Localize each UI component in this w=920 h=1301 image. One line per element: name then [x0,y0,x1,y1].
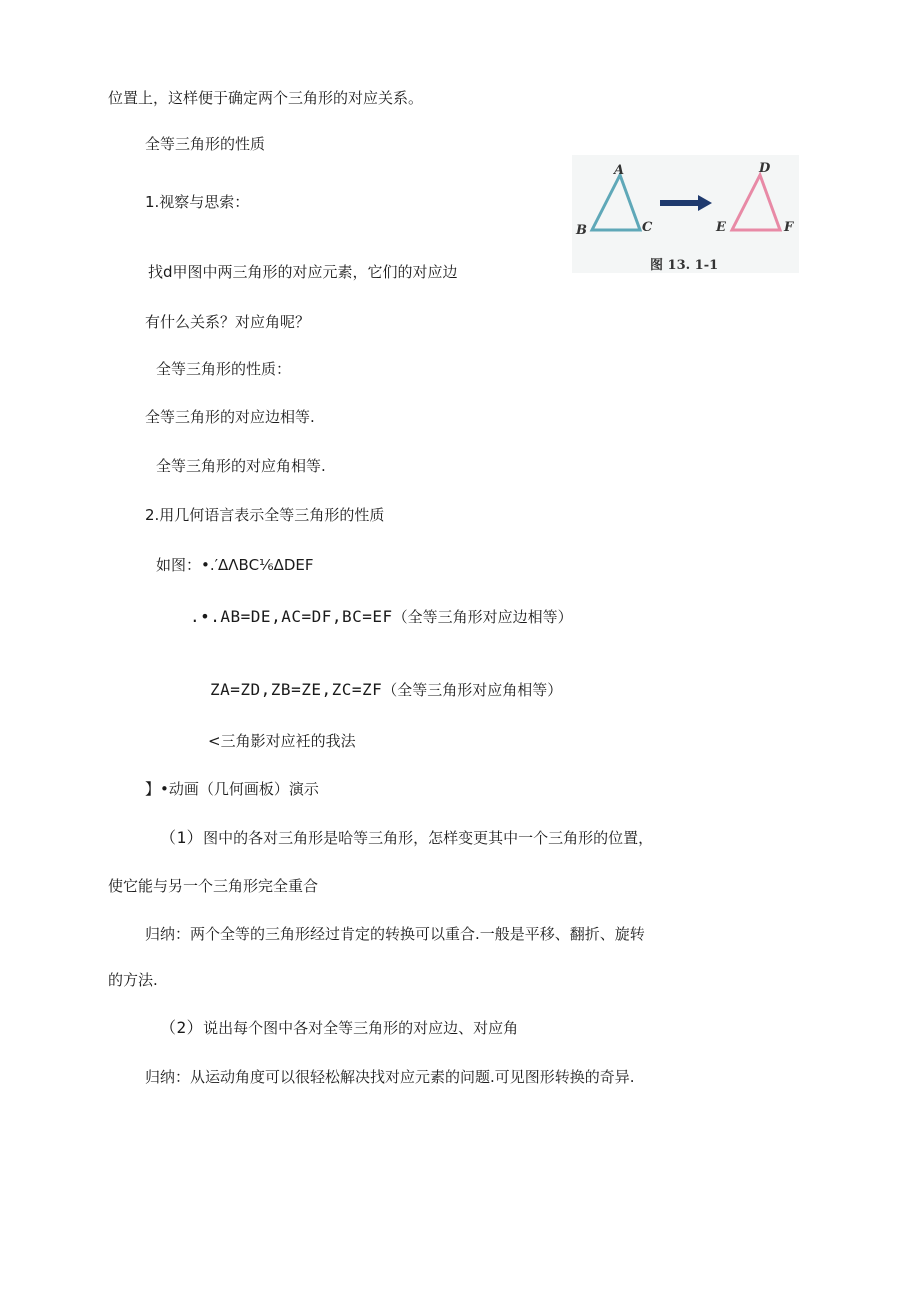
text-line-14: 】•动画（几何画板）演示 [145,780,319,798]
triangle-abc [592,175,640,230]
item-2-heading: 2.用几何语言表示全等三角形的性质 [145,506,385,524]
text-line-18: 的方法. [108,971,158,989]
text-line-19-body: 说出每个图中各对全等三角形的对应边、对应角 [203,1019,519,1037]
text-line-15 [160,828,653,848]
item-number-1: （1） [160,828,204,847]
text-line-8: 全等三角形的对应角相等. [156,457,326,475]
label-f: F [784,220,794,235]
angle-equalities-formula: ZA=ZD,ZB=ZE,ZC=ZF [210,680,383,699]
text-line-4: 找d甲图中两三角形的对应元素，它们的对应边 [148,263,458,281]
text-line-1: 位置上，这样便于确定两个三角形的对应关系。 [108,89,424,107]
side-equalities-formula: .•.AB=DE,AC=DF,BC=EF [190,607,393,626]
text-line-7: 全等三角形的对应边相等. [145,408,315,426]
label-a: A [614,163,625,178]
angle-equalities [210,680,562,700]
arrow-head-icon [698,195,712,211]
text-line-16: 使它能与另一个三角形完全重合 [108,877,319,895]
summary-1: 归纳：两个全等的三角形经过肯定的转换可以重合.一般是平移、翻折、旋转 [145,925,645,943]
label-b: B [576,223,587,238]
label-c: C [642,220,653,235]
section-heading: 全等三角形的性质 [145,135,266,153]
text-line-5: 有什么关系？对应角呢？ [145,313,311,331]
item-number-2: （2） [160,1018,204,1037]
text-line-15-body: 图中的各对三角形是哈等三角形，怎样变更其中一个三角形的位置， [203,829,654,847]
item-1-heading: 1.视察与思索： [145,193,250,211]
text-line-19 [160,1018,518,1038]
side-equalities [190,607,573,627]
text-line-13: <三角影对应衽的我法 [208,732,356,750]
summary-2: 归纳：从运动角度可以很轻松解决找对应元素的问题.可见图形转换的奇异. [145,1068,635,1086]
text-line-10: 如图：•.′ΔΛBC⅙ΔDEF [156,556,314,574]
figure-caption: 图 13. 1-1 [650,258,719,273]
triangle-def [732,175,780,230]
label-e: E [716,220,726,235]
label-d: D [759,161,771,176]
side-equalities-reason: （全等三角形对应边相等） [392,608,573,626]
text-line-6: 全等三角形的性质： [156,360,292,378]
angle-equalities-reason: （全等三角形对应角相等） [382,681,563,699]
